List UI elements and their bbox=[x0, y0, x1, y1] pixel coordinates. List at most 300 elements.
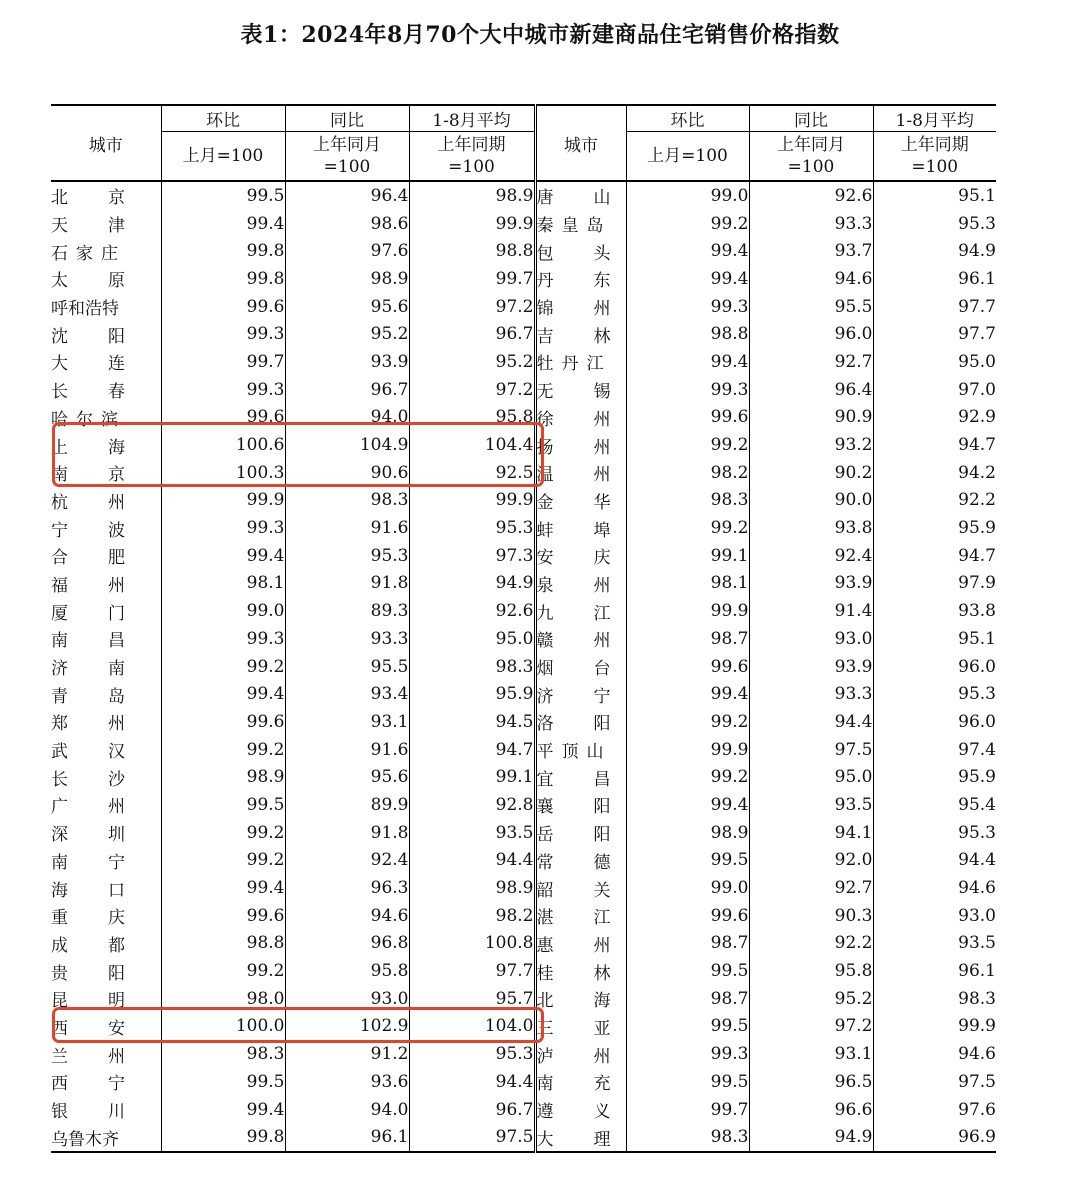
city-name: 兰州 bbox=[51, 1046, 165, 1067]
table-row bbox=[51, 348, 996, 376]
mom-cell-right: 99.7 bbox=[626, 1096, 749, 1124]
yoy-cell-left: 96.3 bbox=[285, 874, 409, 902]
avg-cell-left: 95.0 bbox=[409, 625, 535, 653]
avg-cell-right: 96.0 bbox=[873, 708, 996, 736]
city-cell-left bbox=[51, 874, 165, 902]
city-cell-left bbox=[51, 736, 165, 764]
mom-cell-right: 99.4 bbox=[626, 791, 749, 819]
city-name: 洛阳 bbox=[536, 714, 651, 735]
city-name: 宜昌 bbox=[536, 769, 651, 790]
yoy-cell-right: 90.9 bbox=[749, 404, 873, 432]
mom-cell-left: 99.4 bbox=[161, 542, 285, 570]
mom-cell-left: 99.2 bbox=[161, 736, 285, 764]
yoy-cell-left: 94.0 bbox=[285, 404, 409, 432]
city-name: 重庆 bbox=[51, 908, 165, 929]
city-cell-left bbox=[51, 1096, 165, 1124]
yoy-cell-left: 95.3 bbox=[285, 542, 409, 570]
table-row bbox=[51, 930, 996, 958]
city-name: 韶关 bbox=[536, 880, 651, 901]
yoy-cell-right: 93.2 bbox=[749, 431, 873, 459]
city-cell-left bbox=[51, 930, 165, 958]
mom-cell-right: 99.9 bbox=[626, 736, 749, 764]
yoy-cell-right: 97.5 bbox=[749, 736, 873, 764]
city-cell-left bbox=[51, 957, 165, 985]
city-cell-left bbox=[51, 847, 165, 875]
city-cell-right bbox=[535, 957, 651, 985]
mom-cell-right: 98.9 bbox=[626, 819, 749, 847]
city-name: 金华 bbox=[536, 492, 651, 513]
yoy-cell-right: 92.6 bbox=[749, 181, 873, 210]
mom-cell-right: 98.7 bbox=[626, 930, 749, 958]
header-city-right: 城市 bbox=[535, 105, 626, 181]
city-name: 青岛 bbox=[51, 686, 165, 707]
yoy-cell-right: 93.3 bbox=[749, 210, 873, 238]
mom-cell-left: 99.3 bbox=[161, 625, 285, 653]
yoy-cell-left: 93.1 bbox=[285, 708, 409, 736]
yoy-cell-left: 93.6 bbox=[285, 1068, 409, 1096]
city-cell-right bbox=[535, 404, 651, 432]
mom-cell-left: 99.2 bbox=[161, 819, 285, 847]
mom-cell-right: 99.6 bbox=[626, 902, 749, 930]
city-cell-right bbox=[535, 653, 651, 681]
city-cell-right bbox=[535, 763, 651, 791]
highlight-box-xian bbox=[52, 1007, 544, 1043]
city-name: 湛江 bbox=[536, 908, 651, 929]
avg-cell-right: 92.2 bbox=[873, 487, 996, 515]
city-name: 徐州 bbox=[536, 409, 651, 430]
city-cell-left bbox=[51, 542, 165, 570]
city-name: 常德 bbox=[536, 852, 651, 873]
mom-cell-right: 98.3 bbox=[626, 487, 749, 515]
mom-cell-left: 99.4 bbox=[161, 1096, 285, 1124]
avg-cell-left: 99.7 bbox=[409, 265, 535, 293]
yoy-cell-left: 96.8 bbox=[285, 930, 409, 958]
mom-cell-left: 98.3 bbox=[161, 1040, 285, 1068]
avg-cell-left: 92.6 bbox=[409, 597, 535, 625]
mom-cell-right: 99.2 bbox=[626, 431, 749, 459]
avg-cell-left: 97.5 bbox=[409, 1123, 535, 1152]
avg-cell-left: 98.2 bbox=[409, 902, 535, 930]
city-name: 郑州 bbox=[51, 714, 165, 735]
avg-cell-right: 94.7 bbox=[873, 542, 996, 570]
mom-cell-left: 99.2 bbox=[161, 957, 285, 985]
mom-cell-right: 99.4 bbox=[626, 348, 749, 376]
city-name: 包头 bbox=[536, 243, 651, 264]
table-row bbox=[51, 902, 996, 930]
mom-cell-right: 99.3 bbox=[626, 1040, 749, 1068]
yoy-cell-right: 90.3 bbox=[749, 902, 873, 930]
city-name: 长沙 bbox=[51, 769, 165, 790]
city-name: 惠州 bbox=[536, 935, 651, 956]
avg-cell-right: 95.1 bbox=[873, 625, 996, 653]
city-cell-right bbox=[535, 265, 651, 293]
city-name: 沈阳 bbox=[51, 326, 165, 347]
avg-cell-left: 97.2 bbox=[409, 376, 535, 404]
avg-cell-left: 96.7 bbox=[409, 1096, 535, 1124]
avg-cell-left: 98.8 bbox=[409, 237, 535, 265]
yoy-cell-left: 90.6 bbox=[285, 459, 409, 487]
city-cell-left bbox=[51, 514, 165, 542]
avg-cell-right: 93.0 bbox=[873, 902, 996, 930]
city-cell-right bbox=[535, 874, 651, 902]
table-row bbox=[51, 237, 996, 265]
yoy-cell-left: 91.6 bbox=[285, 514, 409, 542]
avg-cell-right: 98.3 bbox=[873, 985, 996, 1013]
city-name: 西安 bbox=[51, 1018, 165, 1039]
city-cell-right bbox=[535, 736, 626, 764]
city-cell-right bbox=[535, 680, 651, 708]
header-avg-right: 1-8月平均 bbox=[873, 105, 996, 132]
avg-cell-right: 95.9 bbox=[873, 763, 996, 791]
city-name: 遵义 bbox=[536, 1102, 651, 1123]
city-cell-right bbox=[535, 320, 651, 348]
mom-cell-left: 99.7 bbox=[161, 348, 285, 376]
yoy-cell-right: 93.3 bbox=[749, 680, 873, 708]
city-name: 扬州 bbox=[536, 437, 651, 458]
avg-cell-left: 97.2 bbox=[409, 293, 535, 321]
mom-cell-right: 98.3 bbox=[626, 1123, 749, 1152]
yoy-cell-right: 94.6 bbox=[749, 265, 873, 293]
yoy-cell-right: 90.0 bbox=[749, 487, 873, 515]
city-cell-right bbox=[535, 210, 626, 238]
mom-cell-right: 99.6 bbox=[626, 404, 749, 432]
yoy-cell-left: 91.2 bbox=[285, 1040, 409, 1068]
city-name: 成都 bbox=[51, 935, 165, 956]
mom-cell-left: 100.3 bbox=[161, 459, 285, 487]
avg-cell-right: 94.6 bbox=[873, 1040, 996, 1068]
avg-cell-right: 97.4 bbox=[873, 736, 996, 764]
table-row bbox=[51, 1068, 996, 1096]
mom-cell-right: 99.9 bbox=[626, 597, 749, 625]
yoy-cell-right: 91.4 bbox=[749, 597, 873, 625]
avg-cell-right: 94.4 bbox=[873, 847, 996, 875]
city-cell-right bbox=[535, 293, 651, 321]
header-avg-left: 1-8月平均 bbox=[409, 105, 535, 132]
city-name: 上海 bbox=[51, 437, 165, 458]
mom-cell-left: 99.8 bbox=[161, 237, 285, 265]
avg-cell-right: 97.0 bbox=[873, 376, 996, 404]
yoy-cell-right: 93.9 bbox=[749, 570, 873, 598]
mom-cell-left: 99.9 bbox=[161, 487, 285, 515]
avg-cell-left: 94.4 bbox=[409, 847, 535, 875]
city-cell-left bbox=[51, 791, 165, 819]
city-name: 昆明 bbox=[51, 991, 165, 1012]
avg-cell-right: 95.9 bbox=[873, 514, 996, 542]
avg-cell-left: 98.9 bbox=[409, 181, 535, 210]
avg-cell-left: 95.2 bbox=[409, 348, 535, 376]
avg-cell-right: 92.9 bbox=[873, 404, 996, 432]
mom-cell-left: 99.0 bbox=[161, 597, 285, 625]
avg-cell-left: 95.7 bbox=[409, 985, 535, 1013]
city-name: 唐山 bbox=[536, 188, 651, 209]
avg-cell-left: 94.4 bbox=[409, 1068, 535, 1096]
city-name: 九江 bbox=[536, 603, 651, 624]
avg-cell-left: 98.9 bbox=[409, 874, 535, 902]
city-cell-left bbox=[51, 597, 165, 625]
mom-cell-left: 99.5 bbox=[161, 791, 285, 819]
mom-cell-left: 99.3 bbox=[161, 320, 285, 348]
header-mom-base-right: 上月=100 bbox=[626, 132, 749, 182]
avg-cell-right: 95.4 bbox=[873, 791, 996, 819]
yoy-cell-right: 96.4 bbox=[749, 376, 873, 404]
yoy-cell-right: 94.9 bbox=[749, 1123, 873, 1152]
mom-cell-right: 98.1 bbox=[626, 570, 749, 598]
table-row bbox=[51, 570, 996, 598]
avg-cell-left: 98.3 bbox=[409, 653, 535, 681]
price-index-table bbox=[51, 104, 996, 1153]
mom-cell-right: 99.5 bbox=[626, 957, 749, 985]
city-cell-right bbox=[535, 1068, 651, 1096]
yoy-cell-left: 91.6 bbox=[285, 736, 409, 764]
mom-cell-right: 98.7 bbox=[626, 985, 749, 1013]
city-cell-left bbox=[51, 293, 161, 321]
table-row bbox=[51, 680, 996, 708]
header-city-left: 城市 bbox=[51, 105, 161, 181]
mom-cell-left: 100.0 bbox=[161, 1013, 285, 1041]
header-yoy-right: 同比 bbox=[749, 105, 873, 132]
header-yoy-left: 同比 bbox=[285, 105, 409, 132]
city-name: 襄阳 bbox=[536, 797, 651, 818]
city-name: 呼和浩特 bbox=[51, 299, 119, 320]
city-cell-left bbox=[51, 348, 165, 376]
mom-cell-left: 99.6 bbox=[161, 708, 285, 736]
yoy-cell-left: 95.5 bbox=[285, 653, 409, 681]
table-row bbox=[51, 597, 996, 625]
city-name: 桂林 bbox=[536, 963, 651, 984]
avg-cell-right: 94.6 bbox=[873, 874, 996, 902]
city-cell-left bbox=[51, 487, 165, 515]
city-name: 南昌 bbox=[51, 631, 165, 652]
avg-cell-right: 95.3 bbox=[873, 819, 996, 847]
yoy-cell-right: 93.8 bbox=[749, 514, 873, 542]
avg-cell-right: 97.9 bbox=[873, 570, 996, 598]
mom-cell-right: 99.4 bbox=[626, 680, 749, 708]
city-name: 长春 bbox=[51, 382, 165, 403]
yoy-cell-left: 95.6 bbox=[285, 763, 409, 791]
city-cell-right bbox=[535, 237, 651, 265]
city-name: 三亚 bbox=[536, 1018, 651, 1039]
table-row bbox=[51, 625, 996, 653]
mom-cell-right: 98.7 bbox=[626, 625, 749, 653]
avg-cell-right: 93.8 bbox=[873, 597, 996, 625]
yoy-cell-right: 94.1 bbox=[749, 819, 873, 847]
mom-cell-right: 99.3 bbox=[626, 376, 749, 404]
yoy-cell-left: 89.9 bbox=[285, 791, 409, 819]
city-name: 银川 bbox=[51, 1102, 165, 1123]
mom-cell-left: 99.6 bbox=[161, 902, 285, 930]
mom-cell-right: 99.0 bbox=[626, 181, 749, 210]
yoy-cell-left: 97.6 bbox=[285, 237, 409, 265]
avg-cell-right: 96.1 bbox=[873, 265, 996, 293]
yoy-cell-left: 93.3 bbox=[285, 625, 409, 653]
avg-cell-right: 95.3 bbox=[873, 680, 996, 708]
table-row bbox=[51, 320, 996, 348]
avg-cell-left: 93.5 bbox=[409, 819, 535, 847]
avg-cell-left: 99.9 bbox=[409, 487, 535, 515]
city-name: 无锡 bbox=[536, 382, 651, 403]
mom-cell-left: 99.6 bbox=[161, 404, 285, 432]
yoy-cell-left: 94.6 bbox=[285, 902, 409, 930]
city-cell-right bbox=[535, 819, 651, 847]
mom-cell-right: 99.2 bbox=[626, 763, 749, 791]
city-name: 泸州 bbox=[536, 1046, 651, 1067]
avg-cell-right: 99.9 bbox=[873, 1013, 996, 1041]
table-row bbox=[51, 874, 996, 902]
mom-cell-right: 99.4 bbox=[626, 265, 749, 293]
yoy-cell-right: 92.7 bbox=[749, 348, 873, 376]
city-cell-right bbox=[535, 181, 651, 210]
yoy-cell-right: 94.4 bbox=[749, 708, 873, 736]
city-cell-left bbox=[51, 376, 165, 404]
city-name: 岳阳 bbox=[536, 825, 651, 846]
avg-cell-right: 96.9 bbox=[873, 1123, 996, 1152]
city-name: 太原 bbox=[51, 271, 165, 292]
mom-cell-right: 99.0 bbox=[626, 874, 749, 902]
avg-cell-right: 94.9 bbox=[873, 237, 996, 265]
city-cell-right bbox=[535, 902, 651, 930]
city-cell-left bbox=[51, 237, 161, 265]
highlight-box-shanghai-nanjing bbox=[52, 422, 544, 487]
table-row bbox=[51, 1040, 996, 1068]
city-name: 西宁 bbox=[51, 1074, 165, 1095]
table-header bbox=[51, 105, 996, 181]
yoy-cell-left: 93.9 bbox=[285, 348, 409, 376]
mom-cell-right: 98.2 bbox=[626, 459, 749, 487]
avg-cell-right: 96.0 bbox=[873, 653, 996, 681]
mom-cell-left: 99.3 bbox=[161, 376, 285, 404]
table-row bbox=[51, 1096, 996, 1124]
avg-cell-left: 97.3 bbox=[409, 542, 535, 570]
city-cell-left bbox=[51, 1040, 165, 1068]
yoy-cell-left: 91.8 bbox=[285, 819, 409, 847]
city-cell-left bbox=[51, 1068, 165, 1096]
avg-cell-right: 97.7 bbox=[873, 320, 996, 348]
yoy-cell-right: 96.5 bbox=[749, 1068, 873, 1096]
city-cell-right bbox=[535, 985, 651, 1013]
mom-cell-left: 99.4 bbox=[161, 874, 285, 902]
mom-cell-left: 99.3 bbox=[161, 514, 285, 542]
mom-cell-left: 99.4 bbox=[161, 680, 285, 708]
city-cell-right bbox=[535, 348, 626, 376]
mom-cell-left: 98.1 bbox=[161, 570, 285, 598]
mom-cell-left: 99.8 bbox=[161, 265, 285, 293]
mom-cell-left: 99.2 bbox=[161, 847, 285, 875]
city-name: 温州 bbox=[536, 465, 651, 486]
table-row bbox=[51, 957, 996, 985]
table-row bbox=[51, 265, 996, 293]
yoy-cell-left: 92.4 bbox=[285, 847, 409, 875]
yoy-cell-left: 98.6 bbox=[285, 210, 409, 238]
yoy-cell-left: 98.3 bbox=[285, 487, 409, 515]
avg-cell-right: 94.7 bbox=[873, 431, 996, 459]
yoy-cell-left: 96.4 bbox=[285, 181, 409, 210]
yoy-cell-right: 95.0 bbox=[749, 763, 873, 791]
city-name: 深圳 bbox=[51, 825, 165, 846]
city-cell-right bbox=[535, 1040, 651, 1068]
city-name: 秦皇岛 bbox=[536, 216, 612, 237]
avg-cell-left: 92.5 bbox=[409, 459, 535, 487]
mom-cell-right: 99.2 bbox=[626, 708, 749, 736]
city-name: 石家庄 bbox=[51, 243, 126, 264]
table-row bbox=[51, 181, 996, 210]
mom-cell-right: 99.2 bbox=[626, 514, 749, 542]
mom-cell-right: 99.5 bbox=[626, 1068, 749, 1096]
yoy-cell-left: 95.2 bbox=[285, 320, 409, 348]
mom-cell-right: 99.3 bbox=[626, 293, 749, 321]
city-cell-right bbox=[535, 597, 651, 625]
table-row bbox=[51, 293, 996, 321]
yoy-cell-right: 92.2 bbox=[749, 930, 873, 958]
header-mom-base-left: 上月=100 bbox=[161, 132, 285, 182]
city-cell-right bbox=[535, 570, 651, 598]
header-mom-right: 环比 bbox=[626, 105, 749, 132]
city-name: 乌鲁木齐 bbox=[51, 1129, 119, 1150]
avg-cell-left: 95.8 bbox=[409, 404, 535, 432]
table-row bbox=[51, 653, 996, 681]
yoy-cell-right: 93.9 bbox=[749, 653, 873, 681]
city-name: 大理 bbox=[536, 1129, 651, 1150]
yoy-cell-right: 92.0 bbox=[749, 847, 873, 875]
avg-cell-right: 97.6 bbox=[873, 1096, 996, 1124]
city-name: 北京 bbox=[51, 188, 165, 209]
mom-cell-left: 99.2 bbox=[161, 653, 285, 681]
city-name: 吉林 bbox=[536, 326, 651, 347]
city-name: 烟台 bbox=[536, 659, 651, 680]
avg-cell-right: 93.5 bbox=[873, 930, 996, 958]
mom-cell-right: 99.6 bbox=[626, 653, 749, 681]
header-mom-left: 环比 bbox=[161, 105, 285, 132]
yoy-cell-left: 102.9 bbox=[285, 1013, 409, 1041]
city-cell-left bbox=[51, 320, 165, 348]
city-name: 济宁 bbox=[536, 686, 651, 707]
city-name: 厦门 bbox=[51, 603, 165, 624]
avg-cell-left: 92.8 bbox=[409, 791, 535, 819]
city-cell-left bbox=[51, 181, 165, 210]
avg-cell-left: 94.9 bbox=[409, 570, 535, 598]
city-cell-left bbox=[51, 680, 165, 708]
avg-cell-left: 99.1 bbox=[409, 763, 535, 791]
mom-cell-left: 99.5 bbox=[161, 1068, 285, 1096]
city-name: 南京 bbox=[51, 465, 165, 486]
page-title: 表1：2024年8月70个大中城市新建商品住宅销售价格指数 bbox=[240, 22, 840, 48]
city-cell-right bbox=[535, 930, 651, 958]
avg-cell-right: 97.5 bbox=[873, 1068, 996, 1096]
yoy-cell-left: 94.0 bbox=[285, 1096, 409, 1124]
city-cell-left bbox=[51, 763, 165, 791]
yoy-cell-left: 91.8 bbox=[285, 570, 409, 598]
city-cell-right bbox=[535, 376, 651, 404]
city-name: 南宁 bbox=[51, 852, 165, 873]
yoy-cell-left: 96.1 bbox=[285, 1123, 409, 1152]
table-row bbox=[51, 542, 996, 570]
mom-cell-left: 98.8 bbox=[161, 930, 285, 958]
city-name: 锦州 bbox=[536, 299, 651, 320]
city-name: 贵阳 bbox=[51, 963, 165, 984]
city-name: 泉州 bbox=[536, 575, 651, 596]
yoy-cell-left: 93.4 bbox=[285, 680, 409, 708]
city-name: 安庆 bbox=[536, 548, 651, 569]
yoy-cell-right: 92.7 bbox=[749, 874, 873, 902]
yoy-cell-right: 95.2 bbox=[749, 985, 873, 1013]
mom-cell-left: 98.9 bbox=[161, 763, 285, 791]
table-row bbox=[51, 514, 996, 542]
table-row bbox=[51, 376, 996, 404]
table-row bbox=[51, 791, 996, 819]
avg-cell-left: 97.7 bbox=[409, 957, 535, 985]
yoy-cell-left: 104.9 bbox=[285, 431, 409, 459]
city-name: 福州 bbox=[51, 575, 165, 596]
city-cell-left bbox=[51, 902, 165, 930]
